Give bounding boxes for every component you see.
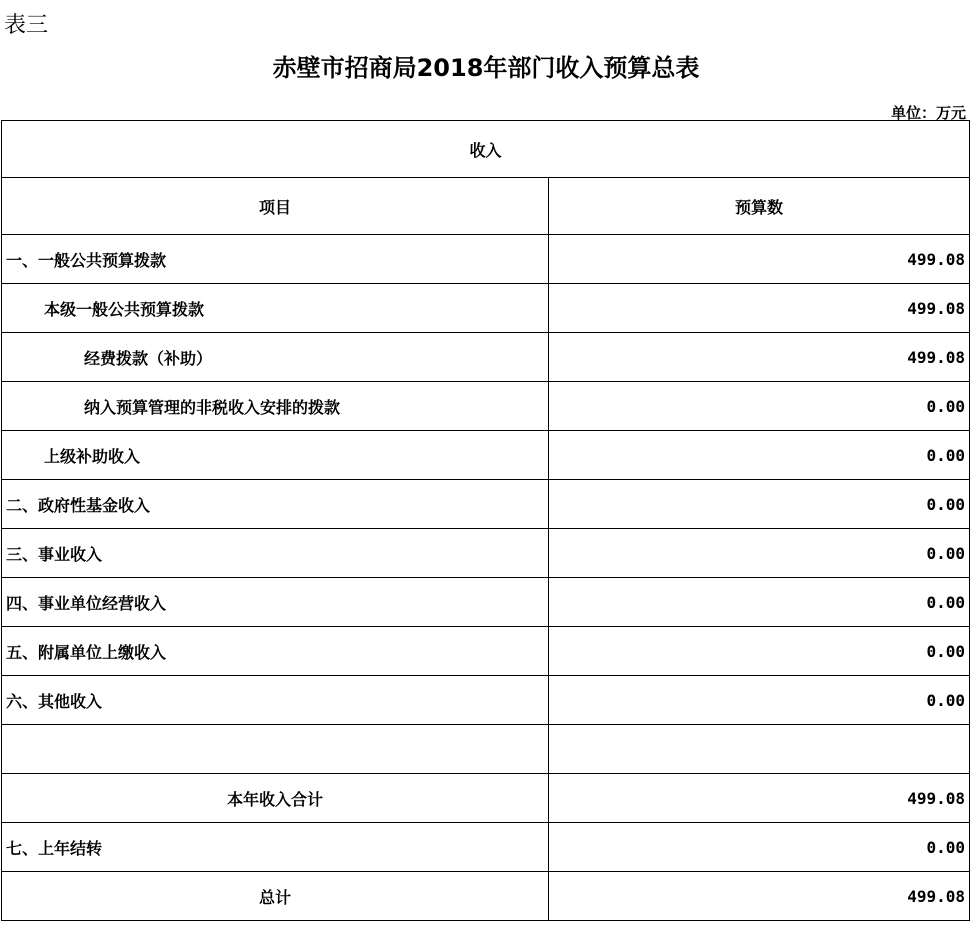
row-label: 三、事业收入: [2, 529, 549, 578]
table-row: [2, 284, 970, 333]
table-row: [2, 480, 970, 529]
row-label: 纳入预算管理的非税收入安排的拨款: [2, 382, 549, 431]
row-amount: 0.00: [549, 578, 970, 627]
table-row: [2, 627, 970, 676]
row-label: 上级补助收入: [2, 431, 549, 480]
column-header-amount: 预算数: [549, 178, 970, 235]
row-amount: 0.00: [549, 431, 970, 480]
row-amount: 0.00: [549, 676, 970, 725]
subtotal-label: 本年收入合计: [2, 774, 549, 823]
row-label: 四、事业单位经营收入: [2, 578, 549, 627]
table-row: [2, 578, 970, 627]
table-row-empty: [2, 725, 970, 774]
row-label: [2, 725, 549, 774]
table-number-label: 表三: [4, 13, 49, 38]
row-label: 经费拨款（补助）: [2, 333, 549, 382]
subtotal-row: [2, 774, 970, 823]
row-label: 二、政府性基金收入: [2, 480, 549, 529]
subtotal-amount: 499.08: [549, 774, 970, 823]
grand-total-row: [2, 872, 970, 921]
table-row: [2, 529, 970, 578]
row-amount: 0.00: [549, 529, 970, 578]
row-amount: 499.08: [549, 333, 970, 382]
row-label: 本级一般公共预算拨款: [2, 284, 549, 333]
row-label: 五、附属单位上缴收入: [2, 627, 549, 676]
row-label: 七、上年结转: [2, 823, 549, 872]
document-title: 赤壁市招商局2018年部门收入预算总表: [272, 54, 700, 82]
table-row: [2, 823, 970, 872]
row-amount: 0.00: [549, 480, 970, 529]
row-amount: 499.08: [549, 235, 970, 284]
row-label: 六、其他收入: [2, 676, 549, 725]
row-amount: 0.00: [549, 627, 970, 676]
table-row: [2, 676, 970, 725]
table-row: [2, 431, 970, 480]
grand-total-label: 总计: [2, 872, 549, 921]
table-row: [2, 382, 970, 431]
section-header-cell: 收入: [2, 121, 970, 178]
table-row: [2, 235, 970, 284]
row-amount: [549, 725, 970, 774]
table-row: [2, 333, 970, 382]
row-label: 一、一般公共预算拨款: [2, 235, 549, 284]
section-header-row: [2, 121, 970, 178]
budget-table: [1, 120, 970, 921]
column-header-row: [2, 178, 970, 235]
grand-total-amount: 499.08: [549, 872, 970, 921]
row-amount: 499.08: [549, 284, 970, 333]
column-header-item: 项目: [2, 178, 549, 235]
row-amount: 0.00: [549, 823, 970, 872]
row-amount: 0.00: [549, 382, 970, 431]
unit-label: 单位：万元: [890, 104, 966, 122]
